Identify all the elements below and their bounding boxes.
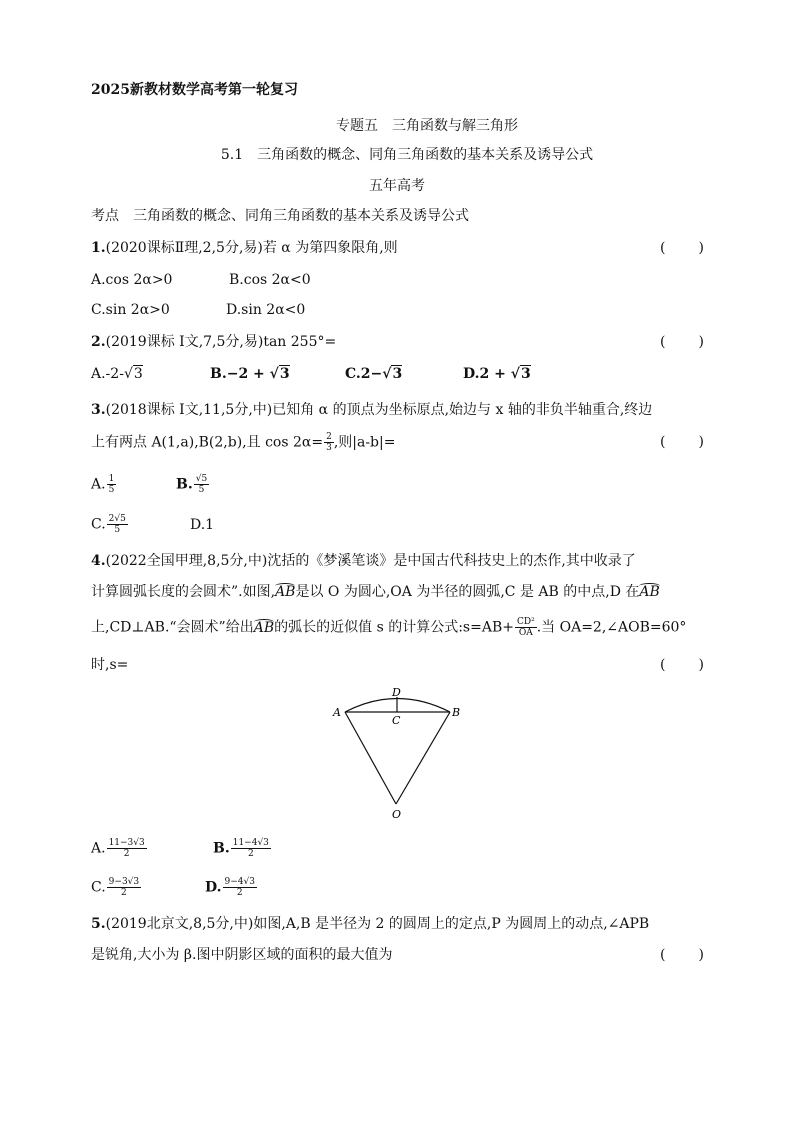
topic-title: 专题五 三角函数与解三角形	[336, 118, 518, 134]
answer-paren: ( )	[660, 334, 704, 350]
q3-option-c: C. $\frac{2√5}{5}$	[91, 514, 126, 535]
formula-fraction: $\frac{\text{CD²}}{OA}$	[516, 617, 535, 638]
q1-option-d: D.sin 2α<0	[226, 302, 306, 318]
q2-option-b: B.−2 + √3	[210, 366, 290, 382]
answer-paren: ( )	[660, 434, 704, 450]
doc-header: 2025新教材数学高考第一轮复习	[91, 82, 298, 98]
question-4-line1: 4.(2022全国甲理,8,5分,中)沈括的《梦溪笔谈》是中国古代科技史上的杰作,其中收录了	[91, 553, 636, 569]
sector-figure	[325, 683, 465, 823]
q1-option-c: C.sin 2α>0	[91, 302, 170, 318]
q4-option-a: A. $\frac{11-3√3}{2}$	[91, 838, 145, 859]
question-4-line2: 计算圆弧长度的会圆术”.如图,AB是以 O 为圆心,OA 为半径的圆弧,C 是 AB 的中点,D 在AB	[91, 584, 660, 600]
question-4-line4: 时,s=	[91, 657, 129, 673]
question-4-line3: 上,CD⊥AB.“会圆术”给出AB的弧长的近似值 s 的计算公式:s=AB+ $\frac{\text{CD²}}{OA}$ .当 OA=2,∠AOB=60°	[91, 617, 687, 638]
section-title: 5.1 三角函数的概念、同角三角函数的基本关系及诱导公式	[220, 147, 594, 163]
question-1-stem: 1.(2020课标Ⅱ理,2,5分,易)若 α 为第四象限角,则	[91, 240, 398, 256]
radius-oa	[345, 712, 396, 804]
kaodian-heading: 考点 三角函数的概念、同角三角函数的基本关系及诱导公式	[91, 208, 469, 224]
q2-option-d: D.2 + √3	[463, 366, 531, 382]
answer-paren: ( )	[660, 947, 704, 963]
label-d: D	[392, 686, 401, 699]
cos-fraction: $\frac{2}{3}$	[326, 432, 332, 453]
q3-option-b: B. $\frac{√5}{5}$	[176, 474, 208, 495]
subtitle: 五年高考	[369, 178, 425, 194]
answer-paren: ( )	[660, 240, 704, 256]
q3-option-d: D.1	[190, 517, 215, 533]
label-c: C	[392, 714, 401, 727]
q1-option-b: B.cos 2α<0	[229, 272, 311, 288]
answer-paren: ( )	[660, 657, 704, 673]
label-o: O	[392, 808, 402, 821]
q3-option-a: A. $\frac{1}{5}$	[91, 474, 115, 495]
q4-option-d: D. $\frac{9-4√3}{2}$	[205, 877, 255, 898]
label-a: A	[333, 706, 341, 719]
q4-option-b: B. $\frac{11-4√3}{2}$	[213, 838, 269, 859]
q4-option-c: C. $\frac{9-3√3}{2}$	[91, 877, 140, 898]
question-5-line2: 是锐角,大小为 β.图中阴影区域的面积的最大值为	[91, 947, 393, 963]
question-3-stem-line2: 上有两点 A(1,a),B(2,b),且 cos 2α= $\frac{2}{3}$ ,则|a-b|=	[91, 432, 396, 453]
radius-ob	[396, 712, 450, 804]
q2-option-a: A.-2-√3	[91, 366, 143, 382]
question-2-stem: 2.(2019课标 Ⅰ文,7,5分,易)tan 255°=	[91, 334, 337, 350]
question-3-stem-line1: 3.(2018课标 Ⅰ文,11,5分,中)已知角 α 的顶点为坐标原点,始边与 x 轴的非负半轴重合,终边	[91, 402, 653, 418]
label-b: B	[452, 706, 461, 719]
q2-option-c: C.2−√3	[345, 366, 403, 382]
q1-option-a: A.cos 2α>0	[91, 272, 173, 288]
question-5-line1: 5.(2019北京文,8,5分,中)如图,A,B 是半径为 2 的圆周上的定点,P 为圆周上的动点,∠APB	[91, 916, 650, 932]
